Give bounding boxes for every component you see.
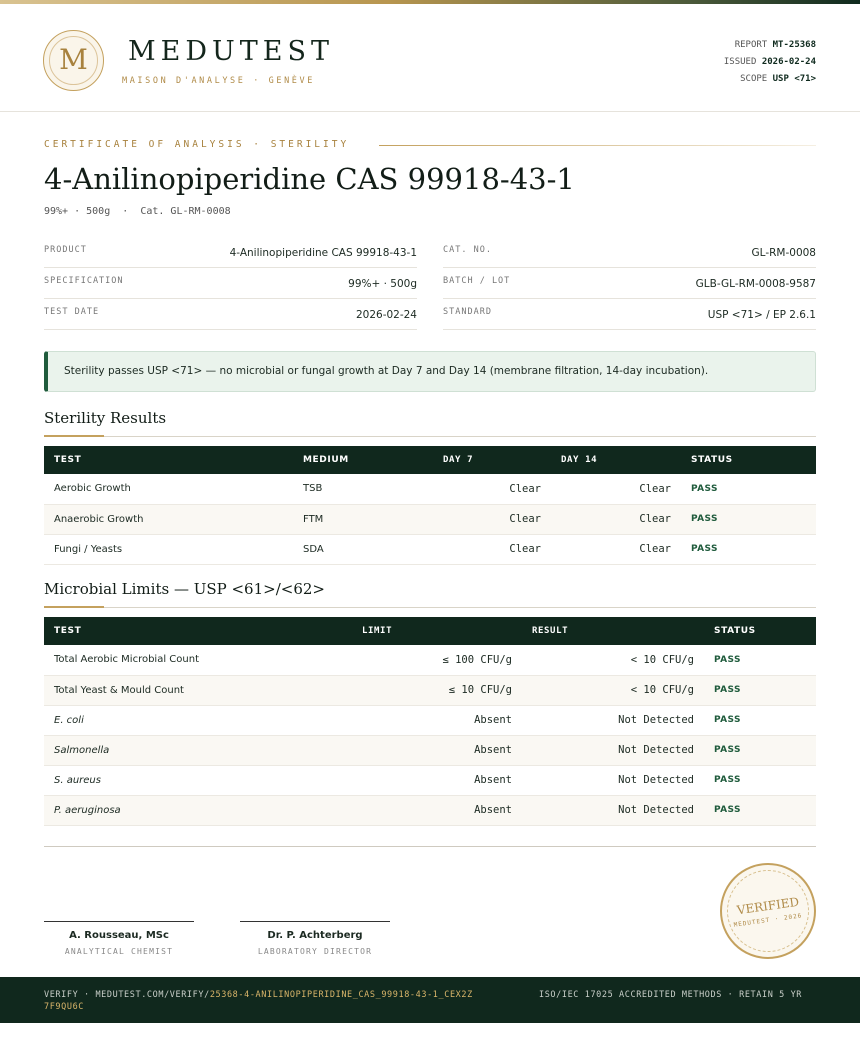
table-row [44,675,816,705]
info-row-cat-no [443,237,816,268]
status-badge: PASS [704,765,816,795]
cell-test: S. aureus [44,765,352,795]
info-row-specification [44,268,417,299]
table-header-row [44,446,816,474]
seal-text: VERIFIED [736,894,800,918]
cell-limit: Absent [352,765,522,795]
table-header-row [44,617,816,645]
sterility-section-title: Sterility Results [44,409,167,427]
brand-logo [43,30,104,91]
section-divider [44,436,816,437]
report-footer [0,977,860,1023]
certificate-kicker: CERTIFICATE OF ANALYSIS · STERILITY [44,139,350,150]
status-badge: PASS [704,735,816,765]
info-label: CAT. NO. [443,245,492,255]
sterility-pass-notice [44,351,816,392]
cell-result: Not Detected [522,795,704,825]
verify-link[interactable]: VERIFY · MEDUTEST.COM/VERIFY/25368-4-ANILINOPIPERIDINE_CAS_99918-43-1_CEX2Z7F9QU6C [44,990,473,1012]
cell-limit: ≤ 100 CFU/g [352,645,522,675]
cell-result: < 10 CFU/g [522,645,704,675]
section-divider [44,607,816,608]
cell-medium: TSB [293,474,433,504]
info-grid-left [44,237,417,330]
signature-laboratory-director [240,921,390,956]
cell-limit: Absent [352,735,522,765]
table-row [44,645,816,675]
info-label: SPECIFICATION [44,276,124,286]
info-row-batch [443,268,816,299]
section-accent [44,435,104,437]
cell-test: Total Aerobic Microbial Count [44,645,352,675]
info-value: 4-Anilinopiperidine CAS 99918-43-1 [229,247,417,259]
table-row [44,735,816,765]
cell-day14: Clear [551,504,681,534]
status-badge: PASS [704,795,816,825]
table-row [44,795,816,825]
cell-test: E. coli [44,705,352,735]
signatory-name: Dr. P. Achterberg [267,930,363,941]
accreditation-note: ISO/IEC 17025 ACCREDITED METHODS · RETAIN 5 YR [539,990,803,1000]
info-value: 2026-02-24 [355,309,417,321]
info-label: TEST DATE [44,307,100,317]
info-label: PRODUCT [44,245,87,255]
sterility-table [44,446,816,565]
cell-test: Salmonella [44,735,352,765]
cell-medium: FTM [293,504,433,534]
info-row-product [44,237,417,268]
seal-subtext: MEDUTEST · 2026 [733,912,803,929]
column-header: RESULT [522,617,704,645]
table-row [44,705,816,735]
cell-result: Not Detected [522,765,704,795]
signatory-name: A. Rousseau, MSc [69,930,169,941]
microbial-limits-table [44,617,816,826]
notice-text: Sterility passes USP <71> — no microbial or fungal growth at Day 7 and Day 14 (membrane filtration, 14-day incubation). [64,365,709,377]
cell-test: Total Yeast & Mould Count [44,675,352,705]
info-grid-right [443,237,816,330]
column-header: TEST [44,446,293,474]
cell-day7: Clear [433,534,551,564]
column-header: DAY 7 [433,446,551,474]
status-badge: PASS [704,645,816,675]
cell-limit: Absent [352,795,522,825]
column-header: LIMIT [352,617,522,645]
verify-code: 25368-4-ANILINOPIPERIDINE_CAS_99918-43-1_CEX2Z7F9QU6C [44,990,473,1012]
info-row-standard [443,299,816,330]
info-value: GLB-GL-RM-0008-9587 [695,278,816,290]
info-row-test-date [44,299,417,330]
cell-day14: Clear [551,474,681,504]
meta-issued: ISSUED 2026-02-24 [723,57,816,67]
column-header: DAY 14 [551,446,681,474]
cell-medium: SDA [293,534,433,564]
signature-divider [44,846,816,847]
cell-test: Anaerobic Growth [44,504,293,534]
status-badge: PASS [704,675,816,705]
section-accent [44,606,104,608]
cell-day7: Clear [433,474,551,504]
cell-result: Not Detected [522,705,704,735]
status-badge: PASS [681,474,816,504]
signatory-role: ANALYTICAL CHEMIST [64,947,174,956]
status-badge: PASS [681,534,816,564]
signatory-role: LABORATORY DIRECTOR [257,947,373,956]
kicker-divider [379,145,816,146]
info-value: GL-RM-0008 [751,247,816,259]
cell-result: Not Detected [522,735,704,765]
cell-result: < 10 CFU/g [522,675,704,705]
status-badge: PASS [704,705,816,735]
cell-day14: Clear [551,534,681,564]
info-value: USP <71> / EP 2.6.1 [707,309,816,321]
info-label: STANDARD [443,307,492,317]
report-meta [724,37,816,88]
status-badge: PASS [681,504,816,534]
product-title: 4-Anilinopiperidine CAS 99918-43-1 [44,162,575,196]
signature-analytical-chemist [44,921,194,956]
column-header: MEDIUM [293,446,433,474]
table-row [44,534,816,564]
report-header [0,4,860,112]
cell-test: P. aeruginosa [44,795,352,825]
microbial-section-title: Microbial Limits — USP <61>/<62> [44,580,325,598]
brand-name: MEDUTEST [128,36,334,67]
meta-scope: SCOPE USP <71> [740,74,816,84]
cell-day7: Clear [433,504,551,534]
column-header: TEST [44,617,352,645]
cell-limit: Absent [352,705,522,735]
cell-test: Aerobic Growth [44,474,293,504]
product-subtitle: 99%+ · 500g · Cat. GL-RM-0008 [44,206,231,217]
info-label: BATCH / LOT [443,276,511,286]
cell-test: Fungi / Yeasts [44,534,293,564]
info-value: 99%+ · 500g [348,278,417,290]
cell-limit: ≤ 10 CFU/g [352,675,522,705]
table-row [44,474,816,504]
brand-tagline: MAISON D'ANALYSE · GENÈVE [122,76,315,86]
verified-seal [720,863,816,959]
table-row [44,504,816,534]
table-row [44,765,816,795]
meta-report: REPORT MT-25368 [734,40,816,50]
column-header: STATUS [704,617,816,645]
logo-letter: M [59,43,88,76]
column-header: STATUS [681,446,816,474]
